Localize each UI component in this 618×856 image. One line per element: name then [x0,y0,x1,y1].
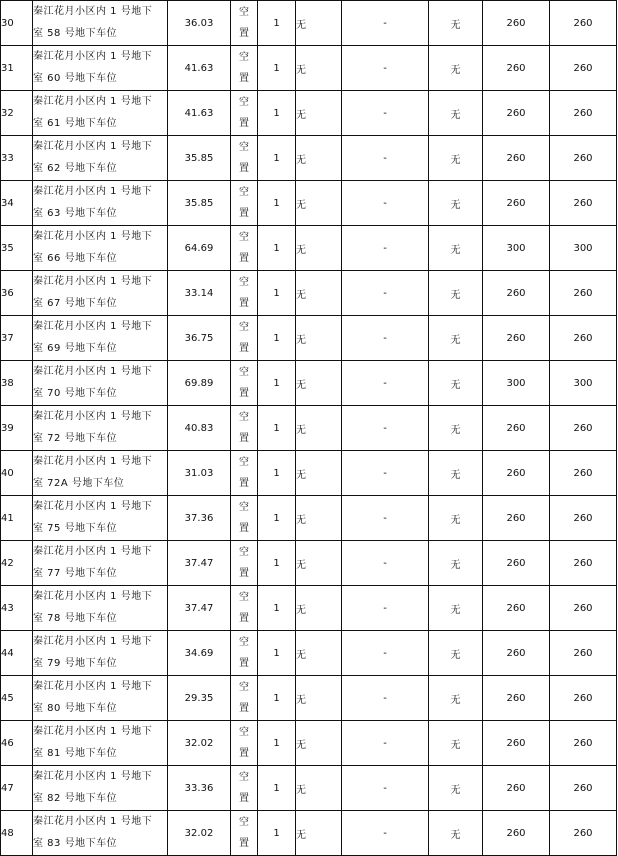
dash-value: - [342,316,429,361]
status-char: 空 [239,682,249,693]
encumbrance-value: 无 [296,766,342,811]
location-line: 室 63 号地下车位 [33,208,118,219]
row-number: 33 [1,136,33,181]
price-a-value: 260 [483,406,550,451]
lease-value: 无 [429,271,483,316]
price-b-value: 260 [550,406,617,451]
price-b-value: 260 [550,811,617,856]
status-char: 空 [239,817,249,828]
dash-value: - [342,766,429,811]
status-char: 空 [239,97,249,108]
location-line: 室 58 号地下车位 [33,28,118,39]
row-number: 34 [1,181,33,226]
location-line: 室 66 号地下车位 [33,253,118,264]
table-row [1,91,617,136]
encumbrance-value: 无 [296,406,342,451]
encumbrance-value: 无 [296,586,342,631]
price-b-value: 260 [550,676,617,721]
quantity-value: 1 [258,316,296,361]
status-char: 置 [239,523,249,534]
table-row [1,766,617,811]
encumbrance-value: 无 [296,676,342,721]
usage-status [231,46,258,91]
row-number: 31 [1,46,33,91]
quantity-value: 1 [258,136,296,181]
quantity-value: 1 [258,766,296,811]
parking-space-location [33,541,168,586]
table-row [1,496,617,541]
lease-value: 无 [429,46,483,91]
area-value: 34.69 [168,631,231,676]
table-row [1,136,617,181]
usage-status [231,136,258,181]
location-line: 秦江花月小区内 1 号地下 [33,636,153,647]
lease-value: 无 [429,406,483,451]
quantity-value: 1 [258,91,296,136]
parking-space-location [33,1,168,46]
parking-space-location [33,136,168,181]
location-line: 秦江花月小区内 1 号地下 [33,141,153,152]
row-number: 44 [1,631,33,676]
quantity-value: 1 [258,181,296,226]
status-char: 置 [239,388,249,399]
price-b-value: 260 [550,496,617,541]
status-char: 空 [239,187,249,198]
quantity-value: 1 [258,541,296,586]
dash-value: - [342,91,429,136]
parking-space-location [33,91,168,136]
usage-status [231,406,258,451]
status-char: 置 [239,748,249,759]
encumbrance-value: 无 [296,721,342,766]
dash-value: - [342,271,429,316]
lease-value: 无 [429,451,483,496]
area-value: 36.03 [168,1,231,46]
row-number: 32 [1,91,33,136]
parking-space-location [33,226,168,271]
price-a-value: 260 [483,631,550,676]
table-row [1,271,617,316]
price-a-value: 260 [483,136,550,181]
price-a-value: 260 [483,46,550,91]
quantity-value: 1 [258,496,296,541]
row-number: 37 [1,316,33,361]
location-line: 室 82 号地下车位 [33,793,118,804]
location-line: 秦江花月小区内 1 号地下 [33,186,153,197]
parking-space-location [33,721,168,766]
row-number: 46 [1,721,33,766]
parking-space-location [33,631,168,676]
table-body [1,1,617,856]
price-b-value: 300 [550,361,617,406]
dash-value: - [342,406,429,451]
status-char: 空 [239,637,249,648]
table-row [1,181,617,226]
price-a-value: 260 [483,811,550,856]
status-char: 置 [239,253,249,264]
location-line: 秦江花月小区内 1 号地下 [33,411,153,422]
location-line: 秦江花月小区内 1 号地下 [33,501,153,512]
status-char: 置 [239,703,249,714]
quantity-value: 1 [258,586,296,631]
status-char: 置 [239,433,249,444]
dash-value: - [342,496,429,541]
location-line: 室 83 号地下车位 [33,838,118,849]
price-a-value: 300 [483,226,550,271]
location-line: 秦江花月小区内 1 号地下 [33,276,153,287]
status-char: 空 [239,547,249,558]
location-line: 秦江花月小区内 1 号地下 [33,816,153,827]
status-char: 空 [239,412,249,423]
table-row [1,811,617,856]
location-line: 室 62 号地下车位 [33,163,118,174]
table-row [1,46,617,91]
quantity-value: 1 [258,676,296,721]
usage-status [231,496,258,541]
price-b-value: 260 [550,766,617,811]
location-line: 室 80 号地下车位 [33,703,118,714]
usage-status [231,91,258,136]
status-char: 置 [239,478,249,489]
quantity-value: 1 [258,361,296,406]
location-line: 秦江花月小区内 1 号地下 [33,51,153,62]
price-a-value: 260 [483,451,550,496]
table-row [1,316,617,361]
parking-space-location [33,676,168,721]
dash-value: - [342,1,429,46]
status-char: 空 [239,367,249,378]
encumbrance-value: 无 [296,181,342,226]
status-char: 置 [239,73,249,84]
price-a-value: 260 [483,541,550,586]
usage-status [231,1,258,46]
location-line: 秦江花月小区内 1 号地下 [33,96,153,107]
status-char: 置 [239,343,249,354]
price-a-value: 260 [483,1,550,46]
price-a-value: 300 [483,361,550,406]
price-b-value: 260 [550,631,617,676]
location-line: 室 79 号地下车位 [33,658,118,669]
location-line: 秦江花月小区内 1 号地下 [33,6,153,17]
dash-value: - [342,541,429,586]
price-a-value: 260 [483,496,550,541]
location-line: 室 61 号地下车位 [33,118,118,129]
lease-value: 无 [429,361,483,406]
status-char: 空 [239,502,249,513]
encumbrance-value: 无 [296,811,342,856]
row-number: 40 [1,451,33,496]
table-row [1,226,617,271]
location-line: 室 67 号地下车位 [33,298,118,309]
usage-status [231,811,258,856]
price-b-value: 300 [550,226,617,271]
location-line: 室 69 号地下车位 [33,343,118,354]
area-value: 31.03 [168,451,231,496]
price-a-value: 260 [483,676,550,721]
location-line: 秦江花月小区内 1 号地下 [33,771,153,782]
table-row [1,541,617,586]
parking-space-location [33,811,168,856]
row-number: 35 [1,226,33,271]
lease-value: 无 [429,496,483,541]
area-value: 37.36 [168,496,231,541]
row-number: 47 [1,766,33,811]
table-row [1,676,617,721]
area-value: 29.35 [168,676,231,721]
row-number: 43 [1,586,33,631]
price-b-value: 260 [550,586,617,631]
usage-status [231,631,258,676]
location-line: 秦江花月小区内 1 号地下 [33,726,153,737]
parking-space-location [33,766,168,811]
status-char: 空 [239,7,249,18]
area-value: 33.14 [168,271,231,316]
price-b-value: 260 [550,181,617,226]
encumbrance-value: 无 [296,46,342,91]
encumbrance-value: 无 [296,271,342,316]
status-char: 空 [239,727,249,738]
parking-space-location [33,586,168,631]
status-char: 空 [239,52,249,63]
parking-space-location [33,181,168,226]
price-a-value: 260 [483,91,550,136]
lease-value: 无 [429,541,483,586]
parking-space-location [33,451,168,496]
row-number: 39 [1,406,33,451]
usage-status [231,766,258,811]
location-line: 室 72 号地下车位 [33,433,118,444]
price-a-value: 260 [483,586,550,631]
location-line: 室 78 号地下车位 [33,613,118,624]
lease-value: 无 [429,586,483,631]
location-line: 室 77 号地下车位 [33,568,118,579]
row-number: 36 [1,271,33,316]
row-number: 48 [1,811,33,856]
row-number: 42 [1,541,33,586]
parking-space-location [33,316,168,361]
status-char: 空 [239,457,249,468]
usage-status [231,226,258,271]
location-line: 秦江花月小区内 1 号地下 [33,456,153,467]
location-line: 秦江花月小区内 1 号地下 [33,681,153,692]
area-value: 41.63 [168,46,231,91]
status-char: 置 [239,613,249,624]
row-number: 30 [1,1,33,46]
dash-value: - [342,586,429,631]
table-row [1,1,617,46]
quantity-value: 1 [258,1,296,46]
price-b-value: 260 [550,541,617,586]
location-line: 秦江花月小区内 1 号地下 [33,321,153,332]
parking-space-location [33,271,168,316]
usage-status [231,316,258,361]
dash-value: - [342,676,429,721]
status-char: 置 [239,298,249,309]
usage-status [231,181,258,226]
location-line: 室 72A 号地下车位 [33,478,125,489]
usage-status [231,721,258,766]
row-number: 41 [1,496,33,541]
status-char: 空 [239,232,249,243]
status-char: 置 [239,658,249,669]
area-value: 35.85 [168,136,231,181]
area-value: 32.02 [168,811,231,856]
lease-value: 无 [429,676,483,721]
status-char: 置 [239,208,249,219]
dash-value: - [342,181,429,226]
quantity-value: 1 [258,811,296,856]
encumbrance-value: 无 [296,496,342,541]
parking-space-location [33,46,168,91]
status-char: 置 [239,163,249,174]
row-number: 38 [1,361,33,406]
location-line: 室 70 号地下车位 [33,388,118,399]
area-value: 37.47 [168,541,231,586]
quantity-value: 1 [258,451,296,496]
location-line: 秦江花月小区内 1 号地下 [33,546,153,557]
table-row [1,406,617,451]
quantity-value: 1 [258,226,296,271]
area-value: 37.47 [168,586,231,631]
status-char: 置 [239,568,249,579]
encumbrance-value: 无 [296,226,342,271]
lease-value: 无 [429,721,483,766]
status-char: 置 [239,28,249,39]
lease-value: 无 [429,811,483,856]
table-row [1,586,617,631]
usage-status [231,541,258,586]
usage-status [231,586,258,631]
encumbrance-value: 无 [296,91,342,136]
dash-value: - [342,811,429,856]
encumbrance-value: 无 [296,541,342,586]
quantity-value: 1 [258,406,296,451]
encumbrance-value: 无 [296,1,342,46]
dash-value: - [342,136,429,181]
quantity-value: 1 [258,721,296,766]
price-a-value: 260 [483,766,550,811]
price-b-value: 260 [550,46,617,91]
price-b-value: 260 [550,316,617,361]
dash-value: - [342,721,429,766]
dash-value: - [342,361,429,406]
price-b-value: 260 [550,721,617,766]
status-char: 空 [239,142,249,153]
table-row [1,451,617,496]
encumbrance-value: 无 [296,361,342,406]
encumbrance-value: 无 [296,631,342,676]
usage-status [231,451,258,496]
table-row [1,361,617,406]
price-b-value: 260 [550,136,617,181]
status-char: 置 [239,838,249,849]
lease-value: 无 [429,181,483,226]
status-char: 空 [239,322,249,333]
quantity-value: 1 [258,271,296,316]
price-b-value: 260 [550,451,617,496]
price-b-value: 260 [550,271,617,316]
price-b-value: 260 [550,1,617,46]
usage-status [231,676,258,721]
area-value: 32.02 [168,721,231,766]
price-a-value: 260 [483,271,550,316]
area-value: 35.85 [168,181,231,226]
lease-value: 无 [429,136,483,181]
quantity-value: 1 [258,631,296,676]
encumbrance-value: 无 [296,451,342,496]
dash-value: - [342,226,429,271]
row-number: 45 [1,676,33,721]
status-char: 置 [239,118,249,129]
lease-value: 无 [429,631,483,676]
area-value: 36.75 [168,316,231,361]
status-char: 空 [239,592,249,603]
encumbrance-value: 无 [296,316,342,361]
area-value: 64.69 [168,226,231,271]
location-line: 秦江花月小区内 1 号地下 [33,366,153,377]
area-value: 33.36 [168,766,231,811]
usage-status [231,361,258,406]
lease-value: 无 [429,316,483,361]
price-a-value: 260 [483,181,550,226]
table-row [1,631,617,676]
quantity-value: 1 [258,46,296,91]
area-value: 40.83 [168,406,231,451]
dash-value: - [342,631,429,676]
parking-space-location [33,406,168,451]
lease-value: 无 [429,226,483,271]
location-line: 秦江花月小区内 1 号地下 [33,591,153,602]
location-line: 室 81 号地下车位 [33,748,118,759]
location-line: 室 60 号地下车位 [33,73,118,84]
lease-value: 无 [429,766,483,811]
encumbrance-value: 无 [296,136,342,181]
status-char: 空 [239,772,249,783]
area-value: 41.63 [168,91,231,136]
price-a-value: 260 [483,316,550,361]
status-char: 空 [239,277,249,288]
usage-status [231,271,258,316]
parking-space-location [33,361,168,406]
lease-value: 无 [429,1,483,46]
parking-space-location [33,496,168,541]
location-line: 室 75 号地下车位 [33,523,118,534]
price-b-value: 260 [550,91,617,136]
dash-value: - [342,451,429,496]
price-a-value: 260 [483,721,550,766]
status-char: 置 [239,793,249,804]
location-line: 秦江花月小区内 1 号地下 [33,231,153,242]
area-value: 69.89 [168,361,231,406]
dash-value: - [342,46,429,91]
lease-value: 无 [429,91,483,136]
table-row [1,721,617,766]
